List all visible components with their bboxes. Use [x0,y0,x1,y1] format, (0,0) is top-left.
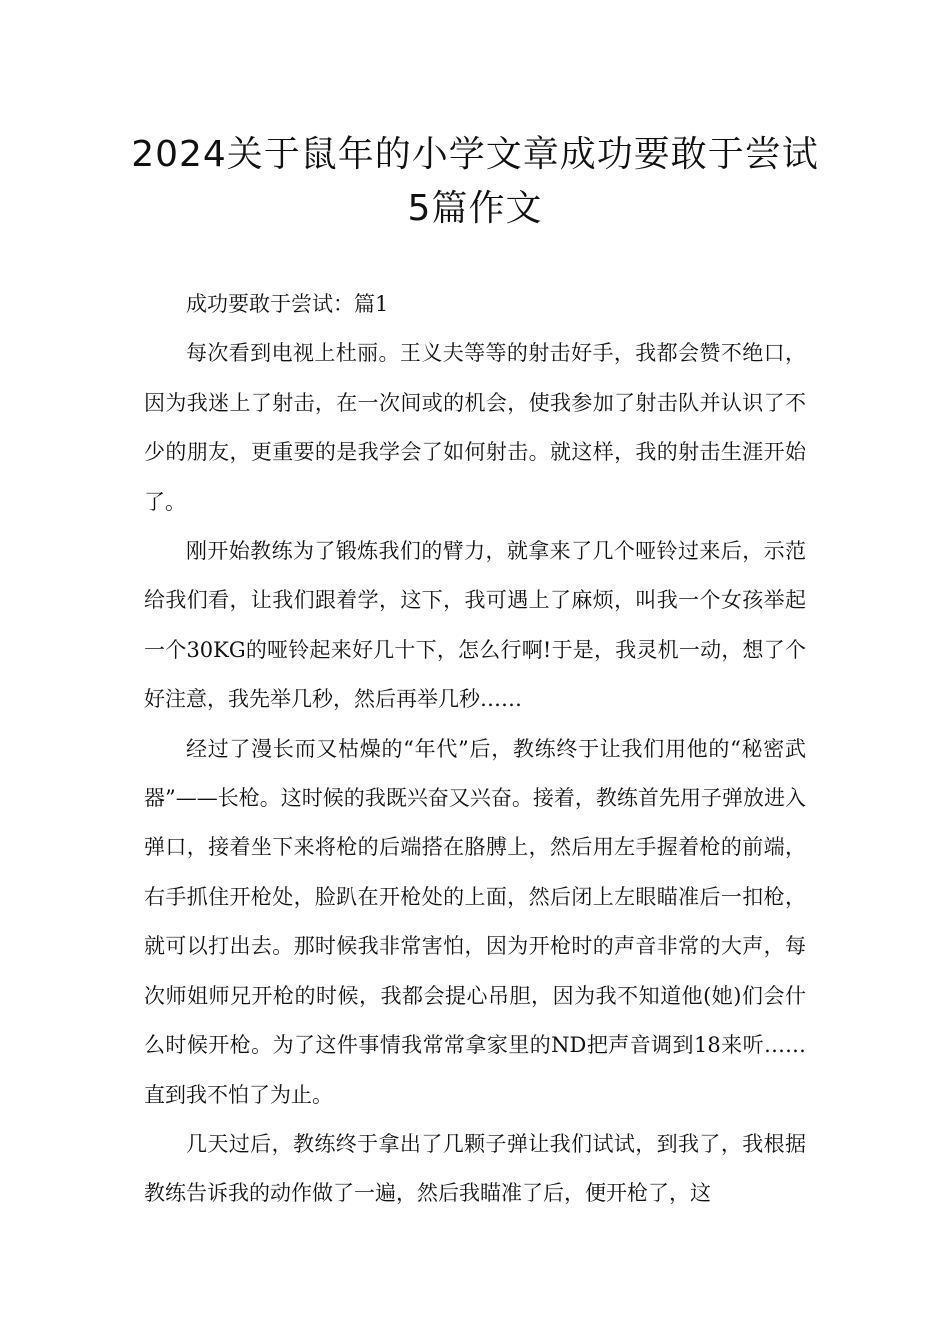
paragraph: 刚开始教练为了锻炼我们的臂力，就拿来了几个哑铃过来后，示范给我们看，让我们跟着学，这下，我可遇上了麻烦，叫我一个女孩举起一个30KG的哑铃起来好几十下，怎么行啊!于是，我灵机一动，想了个好注意，我先举几秒，然后再举几秒…… [144,539,806,712]
paragraph: 几天过后，教练终于拿出了几颗子弹让我们试试，到我了，我根据教练告诉我的动作做了一遍，然后我瞄准了后，便开枪了，这 [144,1131,806,1206]
document-body [144,280,806,1219]
paragraph: 每次看到电视上杜丽。王义夫等等的射击好手，我都会赞不绝口，因为我迷上了射击，在一次间或的机会，使我参加了射击队并认识了不少的朋友，更重要的是我学会了如何射击。就这样，我的射击生涯开始了。 [144,341,806,514]
document-title: 2024关于鼠年的小学文章成功要敢于尝试5篇作文 [131,134,819,229]
section-heading: 成功要敢于尝试：篇1 [186,292,389,316]
paragraph: 经过了漫长而又枯燥的“年代”后，教练终于让我们用他的“秘密武器”——长枪。这时候的我既兴奋又兴奋。接着，教练首先用子弹放进入弹口，接着坐下来将枪的后端搭在胳膊上，然后用左手握着枪的前端，右手抓住开枪处，脸趴在开枪处的上面，然后闭上左眼瞄准后一扣枪，就可以打出去。那时候我非常害怕，因为开枪时的声音非常的大声，每次师姐师兄开枪的时候，我都会提心吊胆，因为我不知道他(她)们会什么时候开枪。为了这件事情我常常拿家里的ND把声音调到18来听……直到我不怕了为止。 [144,736,806,1107]
